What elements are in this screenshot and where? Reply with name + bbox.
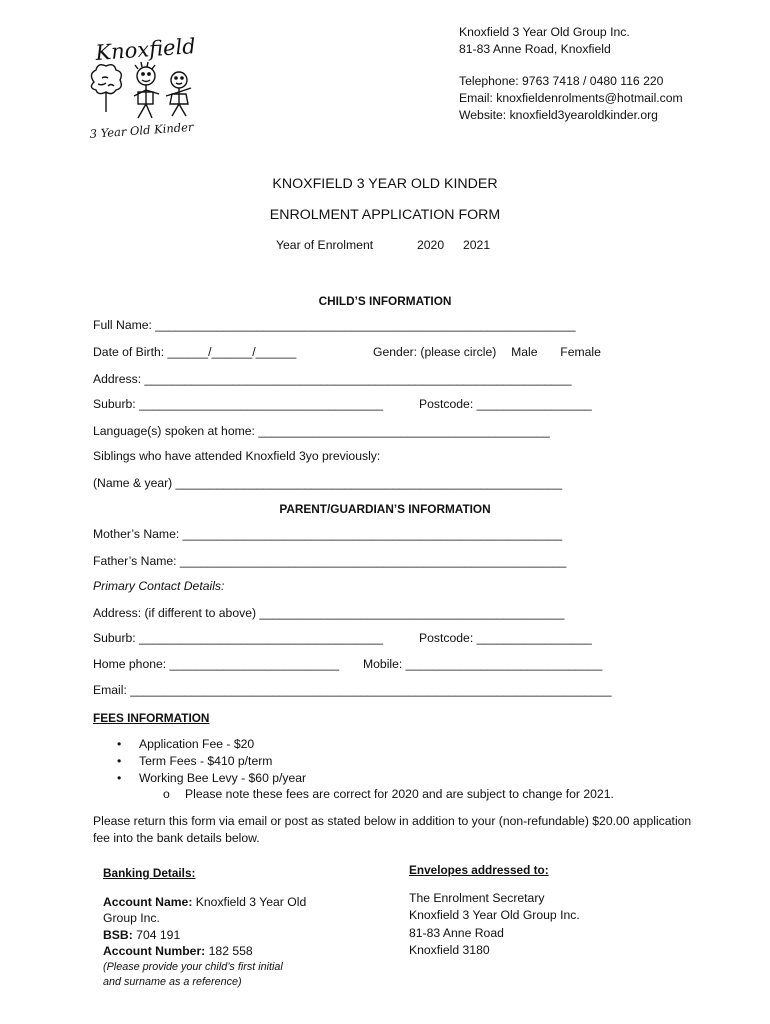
bsb-value: 704 191 <box>132 927 181 942</box>
organization-telephone: Telephone: 9763 7418 / 0480 116 220 <box>459 74 664 88</box>
languages-field[interactable]: Language(s) spoken at home: ___________________________________________ <box>93 424 550 438</box>
account-number-label: Account Number: <box>103 944 206 959</box>
parent-email-field[interactable]: Email: _______________________________________________________________________ <box>93 683 612 697</box>
parent-suburb-field[interactable]: Suburb: ____________________________________ <box>93 631 384 645</box>
year-option-2020[interactable]: 2020 <box>417 238 445 252</box>
envelope-line: Knoxfield 3180 <box>409 943 490 958</box>
envelope-line: 81-83 Anne Road <box>409 925 504 940</box>
primary-contact-label: Primary Contact Details: <box>93 579 225 593</box>
sub-bullet-marker: o <box>163 787 170 801</box>
year-option-2021[interactable]: 2021 <box>463 238 491 252</box>
return-instructions: Please return this form via email or post as stated below in addition to your (non-refundable) $20.00 application fee into the bank details below. <box>93 814 692 845</box>
form-title: KNOXFIELD 3 YEAR OLD KINDER <box>272 176 498 192</box>
gender-label: Gender: (please circle) <box>373 345 497 359</box>
account-number-value: 182 558 <box>205 944 253 959</box>
parent-postcode-field[interactable]: Postcode: _________________ <box>419 631 592 645</box>
gender-field <box>373 345 601 359</box>
child-postcode-field[interactable]: Postcode: _________________ <box>419 397 592 411</box>
siblings-label: Siblings who have attended Knoxfield 3yo previously: <box>93 449 381 463</box>
organization-name: Knoxfield 3 Year Old Group Inc. <box>459 25 630 39</box>
gender-option-female[interactable]: Female <box>560 345 601 359</box>
envelope-address <box>409 862 580 960</box>
fees-heading: FEES INFORMATION <box>93 711 210 725</box>
bsb-label: BSB: <box>103 927 133 942</box>
bsb-row <box>103 927 306 944</box>
date-of-birth-field[interactable]: Date of Birth: ______/______/______ <box>93 345 297 359</box>
full-name-field[interactable]: Full Name: ______________________________________________________________ <box>93 318 576 332</box>
account-name-row <box>103 894 306 911</box>
organization-website: Website: knoxfield3yearoldkinder.org <box>459 108 658 122</box>
child-figure-2 <box>166 72 191 116</box>
child-figure-1 <box>134 62 159 118</box>
child-address-field[interactable]: Address: _______________________________________________________________ <box>93 372 572 386</box>
year-label: Year of Enrolment <box>276 238 374 252</box>
list-item: • Working Bee Levy - $60 p/year <box>139 770 306 787</box>
father-name-field[interactable]: Father’s Name: _________________________________________________________ <box>93 554 567 568</box>
banking-details <box>103 865 306 990</box>
parent-section-heading: PARENT/GUARDIAN’S INFORMATION <box>279 502 491 516</box>
home-phone-field[interactable]: Home phone: _________________________ <box>93 657 340 671</box>
envelope-heading: Envelopes addressed to: <box>409 863 549 877</box>
kinder-logo <box>80 34 220 146</box>
tree-drawing <box>91 65 121 112</box>
fees-note-text: Please note these fees are correct for 2020 and are subject to change for 2021. <box>185 787 614 801</box>
form-subtitle: ENROLMENT APPLICATION FORM <box>269 207 501 223</box>
child-suburb-field[interactable]: Suburb: ____________________________________ <box>93 397 384 411</box>
account-name-label: Account Name: <box>103 894 193 909</box>
list-item: • Application Fee - $20 <box>139 736 306 753</box>
siblings-name-year-field[interactable]: (Name & year) _________________________________________________________ <box>93 476 562 490</box>
fees-note <box>163 787 614 801</box>
account-name-row-2: Group Inc. <box>103 911 160 926</box>
envelope-line: Knoxfield 3 Year Old Group Inc. <box>409 908 580 923</box>
reference-note-2: and surname as a reference) <box>103 975 242 988</box>
child-section-heading: CHILD’S INFORMATION <box>318 294 452 308</box>
fees-list <box>100 736 306 786</box>
parent-address-field[interactable]: Address: (if different to above) _____________________________________________ <box>93 606 565 620</box>
account-number-row <box>103 943 306 960</box>
account-name-value: Knoxfield 3 Year Old <box>192 894 307 909</box>
gender-option-male[interactable]: Male <box>511 345 538 359</box>
reference-note-1: (Please provide your child’s first initial <box>103 960 283 973</box>
logo-top-text: Knoxfield <box>94 34 197 65</box>
organization-address: 81-83 Anne Road, Knoxfield <box>459 42 611 56</box>
organization-contact-block <box>459 24 683 124</box>
organization-email: Email: knoxfieldenrolments@hotmail.com <box>459 91 683 105</box>
logo-bottom-text: 3 Year Old Kinder <box>89 119 194 141</box>
year-of-enrolment <box>276 238 490 252</box>
banking-heading: Banking Details: <box>103 866 196 880</box>
mobile-field[interactable]: Mobile: _____________________________ <box>363 657 603 671</box>
list-item: • Term Fees - $410 p/term <box>139 753 306 770</box>
mother-name-field[interactable]: Mother’s Name: ________________________________________________________ <box>93 527 563 541</box>
envelope-line: The Enrolment Secretary <box>409 890 545 905</box>
